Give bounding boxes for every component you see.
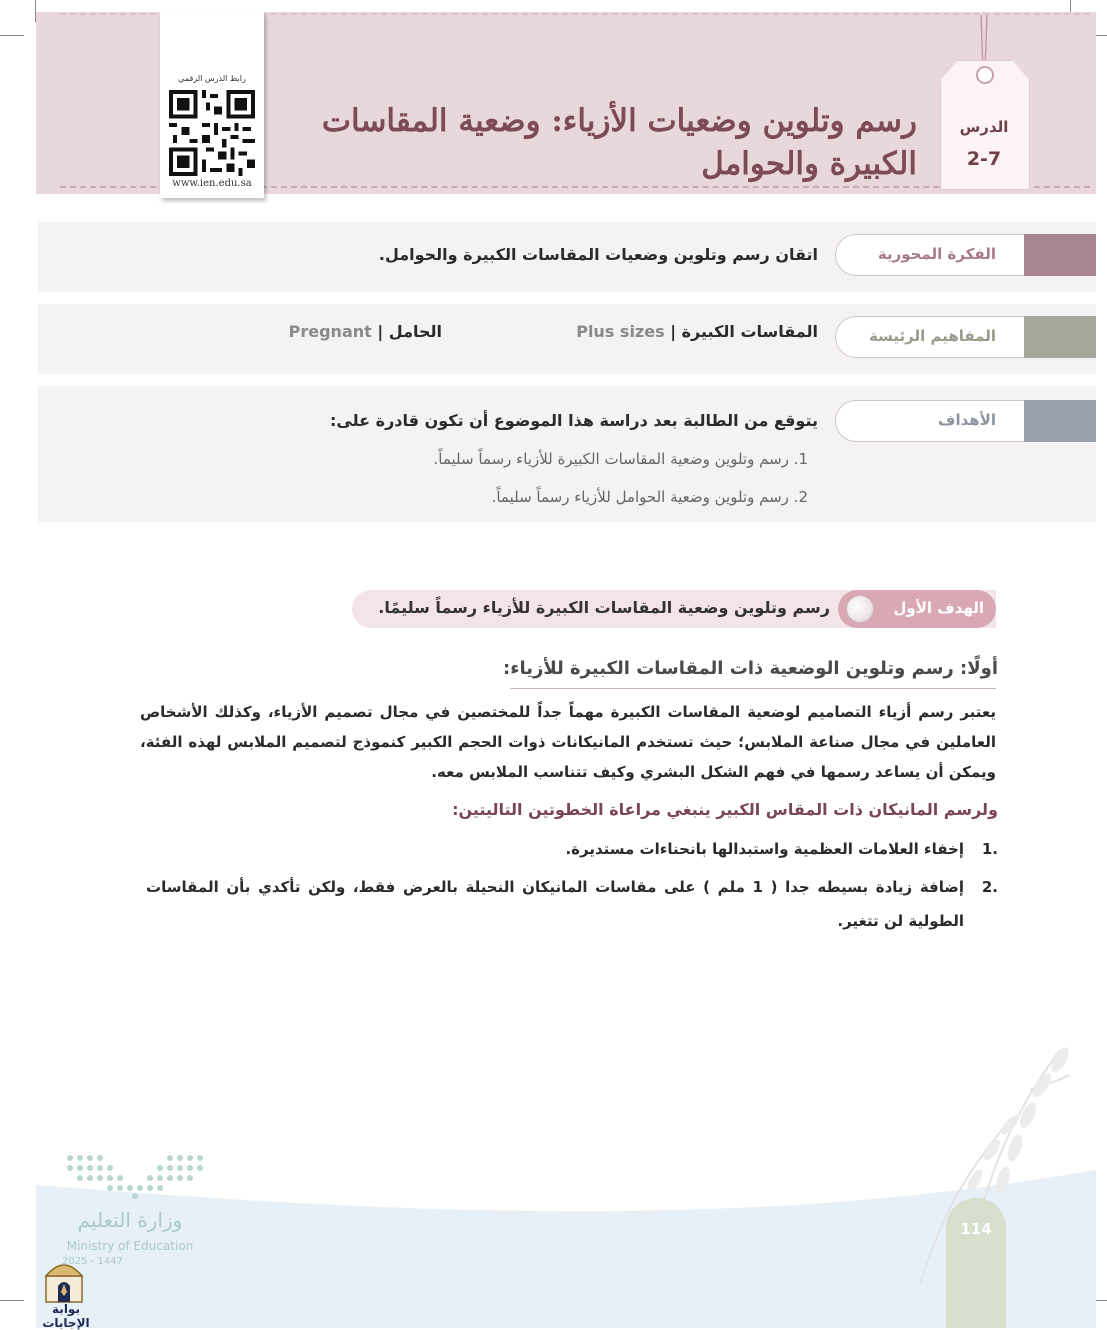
page-number-tab (946, 1198, 1006, 1328)
ministry-name-ar: وزارة التعليم (77, 1208, 183, 1232)
objective-item: 1. رسم وتلوين وضعية المقاسات الكبيرة للأزياء رسماً سليماً. (433, 450, 808, 468)
step-text: إخفاء العلامات العظمية واستبدالها بانحناءات مستديرة. (565, 840, 964, 858)
crop-mark (0, 1300, 24, 1301)
objectives-intro: يتوقع من الطالبة بعد دراسة هذا الموضوع أن تكون قادرة على: (330, 411, 818, 430)
key-concepts-cap (1024, 316, 1096, 358)
gateway-logo-icon[interactable] (40, 1256, 88, 1304)
qr-label: رابط الدرس الرقمي (178, 74, 246, 83)
section-heading: أولًا: رسم وتلوين الوضعية ذات المقاسات الكبيرة للأزياء: (503, 658, 998, 679)
plant-decoration-icon (770, 1030, 1090, 1290)
step-number: 2. (981, 878, 998, 896)
button-circle-icon (846, 595, 874, 623)
qr-url[interactable]: www.ien.edu.sa (172, 178, 252, 189)
step-text: إضافة زيادة بسيطه جدا ( 1 ملم ) على مقاسات المانيكان النحيلة بالعرض فقط، ولكن تأكدي بأن المقاسات الطولية لن تتغير. (146, 878, 965, 930)
lesson-word: الدرس (959, 118, 1009, 136)
concept-separator: | (377, 322, 384, 341)
main-idea-label: الفكرة المحورية (877, 245, 996, 263)
objectives-cap (1024, 400, 1096, 442)
objectives-label: الأهداف (938, 411, 996, 429)
key-concepts-label: المفاهيم الرئيسة (869, 327, 996, 345)
lesson-number: 2-7 (966, 148, 1002, 170)
concept-separator: | (670, 322, 677, 341)
step-number: 1. (981, 840, 998, 858)
main-idea-cap (1024, 234, 1096, 276)
concept-ar: المقاسات الكبيرة (681, 322, 818, 341)
lesson-title-line-2: الكبيرة والحوامل (701, 146, 917, 182)
ministry-years: 2025 - 1447 (62, 1256, 123, 1267)
key-concept-plus-sizes (560, 322, 818, 341)
steps-heading: ولرسم المانيكان ذات المقاس الكبير ينبغي مراعاة الخطوتين التاليتين: (452, 800, 998, 819)
ministry-logo-icon (60, 1150, 210, 1200)
key-concept-pregnant (240, 322, 442, 341)
crop-mark (0, 35, 24, 36)
page-number: 114 (960, 1220, 992, 1238)
qr-code-icon[interactable] (169, 90, 255, 176)
concept-ar: الحامل (388, 322, 442, 341)
goal-text: رسم وتلوين وضعية المقاسات الكبيرة للأزياء رسماً سليمًا. (378, 598, 830, 617)
gateway-name[interactable]: بوابة الإجابات (42, 1302, 90, 1330)
section-underline (510, 688, 996, 689)
objective-item: 2. رسم وتلوين وضعية الحوامل للأزياء رسماً سليماً. (491, 488, 808, 506)
main-idea-text: اتقان رسم وتلوين وضعيات المقاسات الكبيرة والحوامل. (378, 245, 818, 264)
concept-en: Plus sizes (576, 322, 665, 341)
section-paragraph: يعتبر رسم أزياء التصاميم لوضعية المقاسات الكبيرة مهماً جداً للمختصين في مجال تصميم الأزياء، وكذلك الأشخاص العاملين في مجال صناعة الملابس؛ حيث تستخدم المانيكانات ذوات الحجم الكبير كنموذج لتصميم الملابس لهذه الفئة، ويمكن أن يساعد رسمها في فهم الشكل البشري وكيف تتناسب الملابس معه. (140, 703, 996, 781)
lesson-title-line-1: رسم وتلوين وضعيات الأزياء: وضعية المقاسات (321, 103, 917, 139)
tag-hole-icon (976, 66, 994, 84)
ministry-name-en: Ministry of Education (66, 1239, 194, 1253)
goal-badge-label: الهدف الأول (893, 599, 984, 617)
concept-en: Pregnant (288, 322, 372, 341)
lesson-title (277, 100, 917, 186)
